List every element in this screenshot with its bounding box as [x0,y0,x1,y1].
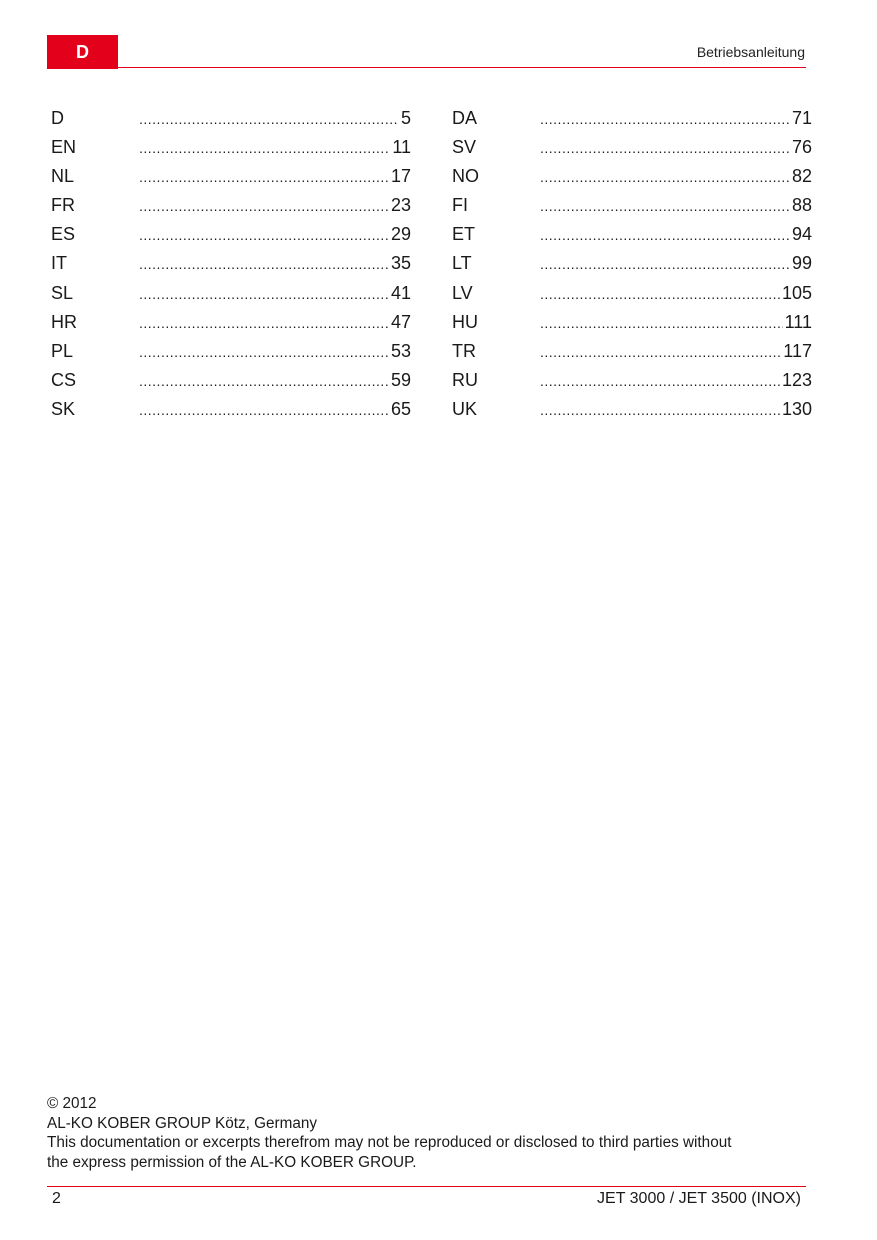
toc-page-number: 76 [791,137,812,158]
toc-language-code: SL [51,282,74,303]
toc-page-number: 130 [781,398,812,419]
toc-leader [540,402,780,418]
product-name: JET 3000 / JET 3500 (INOX) [597,1190,801,1207]
toc-leader [540,344,781,360]
toc-entry[interactable] [448,224,812,253]
page-number: 2 [52,1190,61,1207]
toc-leader [139,256,389,272]
toc-leader [540,169,790,185]
toc-entry[interactable] [47,370,411,399]
toc-leader [540,286,780,302]
toc-page-number: 123 [781,369,812,390]
toc-entry[interactable] [448,370,812,399]
toc-entry[interactable] [47,166,411,195]
toc-column-right [448,108,812,428]
company-name: AL-KO KOBER GROUP Kötz, Germany [47,1114,318,1132]
toc-language-code: TR [452,340,476,361]
toc-page-number: 94 [791,224,812,245]
toc-language-code: NO [452,166,479,187]
toc-entry[interactable] [47,253,411,282]
toc-language-code: LT [452,253,472,274]
toc-entry[interactable] [47,399,411,428]
toc-page-number: 5 [400,108,411,128]
toc-language-code: LV [452,282,473,303]
toc-entry[interactable] [47,341,411,370]
toc-leader [540,256,790,272]
toc-entry[interactable] [47,137,411,166]
toc-entry[interactable] [448,137,812,166]
toc-entry[interactable] [47,195,411,224]
toc-language-code: ES [51,224,76,245]
toc-language-code: ET [452,224,476,245]
header-divider [47,67,806,68]
toc-page-number: 59 [390,369,411,390]
toc-leader [139,227,389,243]
toc-language-code: CS [51,369,77,390]
toc-language-code: EN [51,137,77,158]
toc-entry[interactable] [448,253,812,282]
toc-leader [540,373,780,389]
toc-page-number: 35 [390,253,411,274]
toc-leader [139,344,389,360]
toc-entry[interactable] [448,195,812,224]
legal-notice-line: the express permission of the AL-KO KOBER GROUP. [47,1153,417,1171]
toc-page-number: 117 [783,340,812,361]
toc-leader [540,198,790,214]
toc-page-number: 29 [390,224,411,245]
toc-language-code: HR [51,311,77,332]
toc-page-number: 111 [784,311,812,332]
toc-leader [139,373,389,389]
copyright-notice [47,1094,817,1172]
toc-entry[interactable] [448,108,812,137]
toc-entry[interactable] [47,312,411,341]
toc-entry[interactable] [448,399,812,428]
toc-page-number: 23 [390,195,411,216]
toc-entry[interactable] [47,283,411,312]
toc-leader [139,169,389,185]
footer-divider [47,1186,806,1187]
toc-page-number: 99 [791,253,812,274]
toc-leader [540,111,790,127]
toc-leader [139,111,399,127]
toc-entry[interactable] [47,108,411,137]
toc-leader [540,227,790,243]
toc-language-code: NL [51,166,75,187]
toc-entry[interactable] [448,312,812,341]
toc-leader [139,402,389,418]
legal-notice-line: This documentation or excerpts therefrom may not be reproduced or disclosed to third parties without [47,1134,732,1151]
toc-leader [139,315,389,331]
toc-page-number: 105 [781,282,812,303]
toc-language-code: FR [51,195,75,216]
toc-page-number: 41 [390,282,411,303]
toc-language-code: DA [452,108,478,128]
toc-leader [540,140,790,156]
table-of-contents [47,108,812,428]
toc-entry[interactable] [448,283,812,312]
toc-entry[interactable] [448,341,812,370]
copyright-year: © 2012 [47,1095,97,1112]
toc-language-code: UK [452,398,478,419]
toc-entry[interactable] [47,224,411,253]
toc-language-code: SV [452,137,477,158]
toc-language-code: SK [51,398,76,419]
toc-page-number: 71 [791,108,812,128]
toc-leader [540,315,783,331]
toc-page-number: 47 [390,311,411,332]
toc-language-code: FI [452,195,468,216]
toc-page-number: 53 [390,340,411,361]
toc-column-left [47,108,411,428]
toc-page-number: 88 [791,195,812,216]
toc-language-code: PL [51,340,74,361]
toc-leader [139,198,389,214]
toc-page-number: 65 [390,398,411,419]
toc-page-number: 17 [390,166,411,187]
toc-leader [139,286,389,302]
language-tab: D [47,35,118,69]
document-type: Betriebsanleitung [696,44,805,60]
toc-entry[interactable] [448,166,812,195]
toc-language-code: RU [452,369,478,390]
toc-leader [139,140,390,156]
toc-language-code: HU [452,311,478,332]
toc-page-number: 11 [392,137,411,158]
toc-language-code: IT [51,253,67,274]
toc-language-code: D [51,108,64,128]
toc-page-number: 82 [791,166,812,187]
